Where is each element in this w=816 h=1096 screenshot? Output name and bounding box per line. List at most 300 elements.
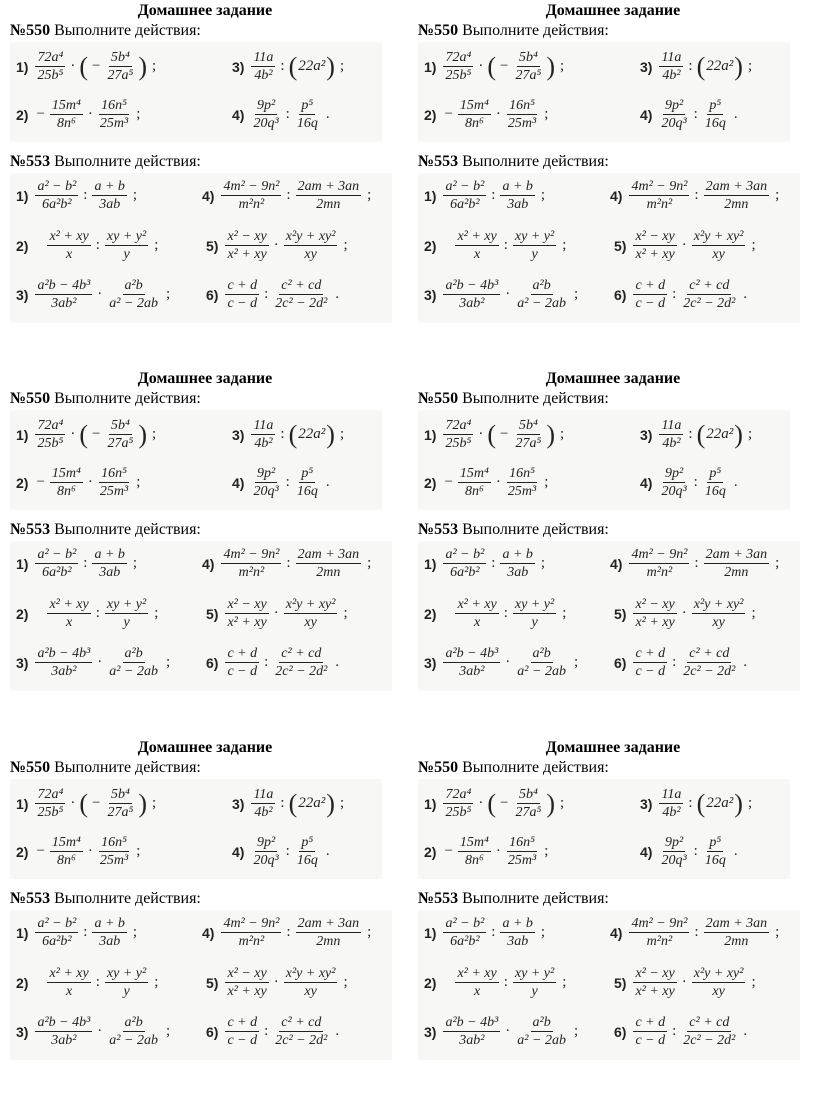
operator: : — [672, 286, 677, 302]
task-553-number: №553 — [418, 153, 459, 170]
fraction: $\frac{\text{x² − xy}}{\text{x² + xy}}$ — [227, 597, 267, 630]
fraction: $\frac{c + d}{c - d}$ — [227, 1015, 258, 1048]
exercise-number: 3) — [640, 426, 653, 443]
task-553-text: Выполните действия: — [54, 890, 201, 907]
terminator: ; — [544, 843, 549, 859]
terminator: ; — [343, 974, 348, 990]
operator: · — [505, 286, 511, 302]
exercise-553-3 — [16, 278, 170, 311]
exercise-550-1: 1) $\frac{\text{72a⁴}}{\text{25b⁵}}$ · ( − $\frac{\text{5b⁴}}{\text{27a⁵}}$ ) ; — [16, 787, 157, 820]
terminator: . — [325, 474, 330, 490]
fraction: $\frac{\text{5b⁴}}{\text{27a⁵}}$ — [515, 50, 542, 83]
homework-title: Домашнее задание — [545, 2, 681, 19]
fraction: $\frac{\text{15m⁴}}{\text{8n⁶}}$ — [51, 835, 81, 868]
exercise-number: 3) — [16, 654, 29, 671]
operator: · — [97, 1023, 103, 1039]
fraction: $\frac{\text{9p²}}{\text{20q³}}$ — [661, 98, 687, 131]
homework-card-6 — [418, 739, 816, 1089]
exercise-number: 3) — [424, 1023, 437, 1040]
fraction: $\frac{c + d}{c - d}$ — [635, 646, 666, 679]
exercise-553-4 — [202, 547, 371, 580]
terminator: ; — [775, 924, 780, 940]
fraction: $\frac{c + d}{c - d}$ — [227, 646, 258, 679]
fraction: $\frac{\text{72a⁴}}{\text{25b⁵}}$ — [37, 418, 64, 451]
exercise-553-4 — [202, 179, 371, 212]
terminator: . — [733, 106, 738, 122]
terminator: ; — [544, 106, 549, 122]
exercise-number: 5) — [206, 605, 219, 622]
operator: · — [478, 426, 484, 442]
terminator: ; — [540, 187, 546, 203]
fraction: $\frac{\text{x²y + xy²}}{xy}$ — [285, 229, 336, 262]
operator: · — [681, 974, 687, 990]
terminator: ; — [560, 426, 565, 442]
minus-sign: − — [92, 795, 101, 811]
exercise-550-4 — [640, 835, 738, 868]
exercise-553-2 — [424, 229, 566, 262]
exercise-number: 1) — [424, 555, 437, 572]
terminator: ; — [152, 58, 157, 74]
operator: : — [693, 843, 698, 859]
exercise-number: 2) — [424, 237, 437, 254]
terminator: ; — [573, 654, 579, 670]
exercise-number: 6) — [614, 654, 627, 671]
minus-sign: − — [444, 843, 453, 859]
fraction: $\frac{\text{9p²}}{\text{20q³}}$ — [253, 835, 279, 868]
terminator: ; — [165, 654, 171, 670]
operator: : — [694, 924, 699, 940]
exercise-550-3: 3) $\frac{11a}{\text{4b²}}$ : ( 22a² ) ; — [232, 418, 345, 451]
operator: : — [694, 187, 699, 203]
fraction: $\frac{\text{a²b − 4b³}}{\text{3ab²}}$ — [37, 278, 91, 311]
operator: : — [285, 843, 290, 859]
operator: · — [273, 605, 279, 621]
task-550-exercises — [418, 779, 790, 879]
fraction: $\frac{a + b}{3ab}$ — [502, 547, 533, 580]
exercise-553-6 — [206, 646, 339, 679]
task-550-text: Выполните действия: — [54, 390, 201, 407]
fraction: $\frac{\text{x²y + xy²}}{xy}$ — [285, 597, 336, 630]
fraction: $\frac{\text{16n⁵}}{\text{25m³}}$ — [507, 98, 537, 131]
fraction: $\frac{\text{x² + xy}}{x}$ — [457, 966, 497, 999]
exercise-550-4 — [232, 466, 330, 499]
exercise-number: 2) — [16, 843, 29, 860]
fraction: $\frac{\text{x² + xy}}{x}$ — [457, 597, 497, 630]
terminator: ; — [367, 924, 372, 940]
fraction: $\frac{\text{15m⁴}}{\text{8n⁶}}$ — [459, 466, 489, 499]
exercise-number: 5) — [614, 974, 627, 991]
fraction: $\frac{\text{xy + y²}}{y}$ — [514, 597, 555, 630]
exercise-550-2 — [424, 466, 548, 499]
exercise-553-2 — [424, 966, 566, 999]
terminator: ; — [751, 605, 756, 621]
exercise-number: 4) — [232, 106, 245, 123]
task-550-text: Выполните действия: — [462, 390, 609, 407]
exercise-550-3: 3) $\frac{11a}{\text{4b²}}$ : ( 22a² ) ; — [640, 787, 753, 820]
fraction: $\frac{\text{a²b}}{\text{a² − 2ab}}$ — [517, 1015, 566, 1048]
expression: 22a² — [706, 426, 734, 442]
exercise-number: 2) — [16, 605, 29, 622]
homework-card-2 — [418, 2, 816, 352]
exercise-553-3 — [424, 646, 578, 679]
fraction: $\frac{\text{xy + y²}}{y}$ — [106, 597, 147, 630]
expression: 22a² — [298, 795, 326, 811]
task-553-text: Выполните действия: — [54, 153, 201, 170]
operator: · — [273, 974, 279, 990]
fraction: $\frac{\text{x² + xy}}{x}$ — [49, 597, 89, 630]
fraction: $\frac{\text{a²b − 4b³}}{\text{3ab²}}$ — [37, 1015, 91, 1048]
terminator: . — [325, 843, 330, 859]
exercise-number: 2) — [424, 474, 437, 491]
fraction: $\frac{\text{a²b}}{\text{a² − 2ab}}$ — [517, 278, 566, 311]
operator: · — [70, 58, 76, 74]
fraction: $\frac{2am + 3an}{2mn}$ — [705, 547, 768, 580]
operator: : — [503, 237, 508, 253]
fraction: $\frac{\text{15m⁴}}{\text{8n⁶}}$ — [51, 466, 81, 499]
terminator: ; — [775, 555, 780, 571]
fraction: $\frac{\text{a² − b²}}{\text{6a²b²}}$ — [37, 916, 77, 949]
exercise-553-2 — [16, 229, 158, 262]
exercise-553-6 — [206, 1015, 339, 1048]
exercise-number: 3) — [232, 58, 245, 75]
exercise-number: 4) — [232, 474, 245, 491]
exercise-number: 4) — [610, 924, 623, 941]
fraction: $\frac{11a}{\text{4b²}}$ — [253, 418, 274, 451]
terminator: ; — [154, 974, 159, 990]
exercise-553-1 — [424, 179, 545, 212]
minus-sign: − — [500, 795, 509, 811]
terminator: ; — [165, 1023, 171, 1039]
operator: : — [286, 924, 291, 940]
exercise-550-1: 1) $\frac{\text{72a⁴}}{\text{25b⁵}}$ · ( − $\frac{\text{5b⁴}}{\text{27a⁵}}$ ) ; — [16, 418, 157, 451]
exercise-number: 2) — [16, 974, 29, 991]
operator: · — [70, 426, 76, 442]
fraction: $\frac{\text{4m² − 9n²}}{\text{m²n²}}$ — [223, 916, 280, 949]
operator: · — [70, 795, 76, 811]
task-553-exercises — [418, 910, 800, 1060]
exercise-553-4 — [610, 547, 779, 580]
homework-card-4 — [418, 370, 816, 720]
task-550-exercises — [10, 410, 382, 510]
operator: : — [83, 924, 88, 940]
operator: : — [693, 106, 698, 122]
fraction: $\frac{\text{x² + xy}}{x}$ — [457, 229, 497, 262]
task-553-text: Выполните действия: — [54, 521, 201, 538]
fraction: $\frac{\text{5b⁴}}{\text{27a⁵}}$ — [515, 418, 542, 451]
task-553-header — [418, 521, 609, 539]
task-553-exercises — [10, 173, 392, 323]
fraction: $\frac{\text{p⁵}}{16q}$ — [296, 98, 318, 131]
fraction: $\frac{\text{p⁵}}{16q}$ — [704, 466, 726, 499]
exercise-550-3: 3) $\frac{11a}{\text{4b²}}$ : ( 22a² ) ; — [640, 50, 753, 83]
exercise-553-1 — [424, 547, 545, 580]
operator: : — [672, 1023, 677, 1039]
exercise-number: 6) — [614, 1023, 627, 1040]
terminator: ; — [540, 555, 546, 571]
fraction: $\frac{\text{p⁵}}{16q}$ — [704, 98, 726, 131]
operator: · — [87, 106, 93, 122]
exercise-553-6 — [614, 278, 747, 311]
exercise-550-4 — [232, 98, 330, 131]
fraction: $\frac{\text{a² − b²}}{\text{6a²b²}}$ — [445, 547, 485, 580]
terminator: . — [335, 286, 340, 302]
terminator: . — [733, 843, 738, 859]
exercise-553-5 — [614, 597, 756, 630]
exercise-number: 1) — [424, 795, 437, 812]
exercise-number: 4) — [202, 555, 215, 572]
operator: : — [286, 187, 291, 203]
exercise-550-1: 1) $\frac{\text{72a⁴}}{\text{25b⁵}}$ · ( − $\frac{\text{5b⁴}}{\text{27a⁵}}$ ) ; — [424, 787, 565, 820]
task-553-header — [10, 153, 201, 171]
terminator: ; — [562, 237, 567, 253]
fraction: $\frac{\text{72a⁴}}{\text{25b⁵}}$ — [445, 50, 472, 83]
terminator: . — [743, 654, 748, 670]
terminator: ; — [775, 187, 780, 203]
terminator: ; — [152, 426, 157, 442]
fraction: $\frac{c + d}{c - d}$ — [635, 278, 666, 311]
terminator: . — [733, 474, 738, 490]
exercise-553-1 — [16, 179, 137, 212]
exercise-number: 1) — [424, 58, 437, 75]
fraction: $\frac{\text{c² + cd}}{\text{2c² − 2d²}}$ — [683, 278, 736, 311]
fraction: $\frac{\text{15m⁴}}{\text{8n⁶}}$ — [459, 98, 489, 131]
exercise-number: 1) — [424, 187, 437, 204]
terminator: . — [335, 1023, 340, 1039]
exercise-number: 4) — [610, 187, 623, 204]
exercise-number: 6) — [206, 286, 219, 303]
terminator: ; — [751, 237, 756, 253]
terminator: ; — [573, 1023, 579, 1039]
task-550-exercises — [418, 42, 790, 142]
task-550-number: №550 — [418, 759, 459, 776]
fraction: $\frac{\text{a² − b²}}{\text{6a²b²}}$ — [37, 179, 77, 212]
fraction: $\frac{a + b}{3ab}$ — [94, 916, 125, 949]
exercise-number: 2) — [16, 106, 29, 123]
fraction: $\frac{\text{c² + cd}}{\text{2c² − 2d²}}$ — [683, 1015, 736, 1048]
fraction: $\frac{\text{4m² − 9n²}}{\text{m²n²}}$ — [223, 179, 280, 212]
exercise-number: 6) — [614, 286, 627, 303]
expression: 22a² — [706, 795, 734, 811]
task-553-header — [10, 890, 201, 908]
operator: : — [672, 654, 677, 670]
minus-sign: − — [500, 426, 509, 442]
task-553-exercises — [418, 173, 800, 323]
fraction: $\frac{\text{x²y + xy²}}{xy}$ — [285, 966, 336, 999]
exercise-number: 5) — [614, 237, 627, 254]
terminator: ; — [747, 58, 753, 74]
task-550-header — [10, 390, 201, 408]
operator: : — [491, 555, 496, 571]
operator: · — [97, 654, 103, 670]
task-553-exercises — [10, 910, 392, 1060]
terminator: ; — [343, 237, 348, 253]
operator: : — [95, 237, 100, 253]
minus-sign: − — [36, 106, 45, 122]
operator: : — [503, 605, 508, 621]
terminator: ; — [136, 843, 141, 859]
exercise-number: 1) — [16, 426, 29, 443]
task-553-number: №553 — [418, 521, 459, 538]
terminator: ; — [154, 605, 159, 621]
exercise-550-4 — [640, 98, 738, 131]
fraction: $\frac{\text{x²y + xy²}}{xy}$ — [693, 597, 744, 630]
exercise-number: 5) — [206, 974, 219, 991]
operator: : — [688, 58, 693, 74]
operator: · — [97, 286, 103, 302]
exercise-553-2 — [16, 597, 158, 630]
fraction: $\frac{\text{4m² − 9n²}}{\text{m²n²}}$ — [223, 547, 280, 580]
fraction: $\frac{\text{9p²}}{\text{20q³}}$ — [661, 466, 687, 499]
fraction: $\frac{\text{a²b}}{\text{a² − 2ab}}$ — [109, 278, 158, 311]
terminator: ; — [562, 605, 567, 621]
operator: : — [694, 555, 699, 571]
exercise-number: 4) — [202, 924, 215, 941]
minus-sign: − — [444, 106, 453, 122]
fraction: $\frac{2am + 3an}{2mn}$ — [705, 179, 768, 212]
terminator: ; — [165, 286, 171, 302]
fraction: $\frac{\text{c² + cd}}{\text{2c² − 2d²}}$ — [275, 278, 328, 311]
homework-title: Домашнее задание — [137, 739, 273, 756]
operator: · — [478, 795, 484, 811]
fraction: $\frac{a + b}{3ab}$ — [94, 179, 125, 212]
fraction: $\frac{\text{p⁵}}{16q}$ — [296, 835, 318, 868]
fraction: $\frac{\text{15m⁴}}{\text{8n⁶}}$ — [459, 835, 489, 868]
terminator: ; — [132, 187, 138, 203]
expression: 22a² — [298, 426, 326, 442]
operator: · — [495, 843, 501, 859]
exercise-number: 4) — [202, 187, 215, 204]
task-553-exercises — [10, 541, 392, 691]
fraction: $\frac{\text{x² − xy}}{\text{x² + xy}}$ — [635, 966, 675, 999]
terminator: . — [335, 654, 340, 670]
terminator: ; — [560, 795, 565, 811]
exercise-number: 6) — [206, 1023, 219, 1040]
operator: : — [285, 474, 290, 490]
expression: 22a² — [706, 58, 734, 74]
task-550-number: №550 — [418, 390, 459, 407]
task-553-exercises — [418, 541, 800, 691]
fraction: $\frac{\text{a² − b²}}{\text{6a²b²}}$ — [37, 547, 77, 580]
exercise-553-6 — [614, 1015, 747, 1048]
terminator: ; — [339, 426, 345, 442]
exercise-550-2 — [424, 835, 548, 868]
terminator: ; — [136, 474, 141, 490]
fraction: $\frac{\text{72a⁴}}{\text{25b⁵}}$ — [37, 787, 64, 820]
exercise-number: 1) — [16, 58, 29, 75]
fraction: $\frac{\text{x² − xy}}{\text{x² + xy}}$ — [635, 229, 675, 262]
exercise-553-6 — [206, 278, 339, 311]
fraction: $\frac{c + d}{c - d}$ — [635, 1015, 666, 1048]
terminator: ; — [136, 106, 141, 122]
terminator: . — [743, 286, 748, 302]
operator: : — [264, 654, 269, 670]
exercise-550-1: 1) $\frac{\text{72a⁴}}{\text{25b⁵}}$ · ( − $\frac{\text{5b⁴}}{\text{27a⁵}}$ ) ; — [16, 50, 157, 83]
operator: : — [95, 974, 100, 990]
task-550-header — [418, 390, 609, 408]
task-553-number: №553 — [10, 521, 51, 538]
operator: : — [280, 426, 285, 442]
operator: : — [688, 795, 693, 811]
fraction: $\frac{\text{c² + cd}}{\text{2c² − 2d²}}$ — [683, 646, 736, 679]
minus-sign: − — [36, 843, 45, 859]
fraction: $\frac{c + d}{c - d}$ — [227, 278, 258, 311]
fraction: $\frac{\text{a²b − 4b³}}{\text{3ab²}}$ — [445, 646, 499, 679]
exercise-number: 1) — [424, 426, 437, 443]
task-550-number: №550 — [10, 390, 51, 407]
operator: : — [95, 605, 100, 621]
fraction: $\frac{11a}{\text{4b²}}$ — [661, 418, 682, 451]
exercise-number: 2) — [16, 474, 29, 491]
fraction: $\frac{\text{a²b − 4b³}}{\text{3ab²}}$ — [445, 278, 499, 311]
fraction: $\frac{\text{16n⁵}}{\text{25m³}}$ — [99, 835, 129, 868]
exercise-number: 3) — [16, 1023, 29, 1040]
terminator: ; — [132, 555, 138, 571]
operator: : — [491, 187, 496, 203]
exercise-number: 3) — [232, 426, 245, 443]
task-550-number: №550 — [10, 759, 51, 776]
terminator: ; — [152, 795, 157, 811]
exercise-550-2 — [16, 466, 140, 499]
fraction: $\frac{\text{x²y + xy²}}{xy}$ — [693, 229, 744, 262]
exercise-553-5 — [614, 229, 756, 262]
task-550-exercises — [10, 779, 382, 879]
fraction: $\frac{\text{72a⁴}}{\text{25b⁵}}$ — [445, 418, 472, 451]
exercise-number: 5) — [614, 605, 627, 622]
operator: : — [688, 426, 693, 442]
exercise-number: 4) — [640, 843, 653, 860]
exercise-553-1 — [16, 916, 137, 949]
fraction: $\frac{\text{72a⁴}}{\text{25b⁵}}$ — [445, 787, 472, 820]
fraction: $\frac{2am + 3an}{2mn}$ — [297, 916, 360, 949]
exercise-number: 1) — [16, 795, 29, 812]
terminator: . — [743, 1023, 748, 1039]
homework-title: Домашнее задание — [545, 739, 681, 756]
operator: : — [491, 924, 496, 940]
operator: · — [478, 58, 484, 74]
exercise-553-4 — [610, 179, 779, 212]
fraction: $\frac{\text{p⁵}}{16q}$ — [296, 466, 318, 499]
exercise-550-2 — [424, 98, 548, 131]
exercise-553-4 — [202, 916, 371, 949]
exercise-number: 2) — [424, 974, 437, 991]
homework-title: Домашнее задание — [137, 2, 273, 19]
fraction: $\frac{\text{xy + y²}}{y}$ — [106, 229, 147, 262]
exercise-number: 1) — [16, 187, 29, 204]
homework-title: Домашнее задание — [137, 370, 273, 387]
fraction: $\frac{\text{5b⁴}}{\text{27a⁵}}$ — [107, 50, 134, 83]
terminator: ; — [560, 58, 565, 74]
exercise-553-3 — [424, 1015, 578, 1048]
task-550-number: №550 — [418, 22, 459, 39]
terminator: ; — [343, 605, 348, 621]
task-550-exercises — [10, 42, 382, 142]
operator: · — [505, 1023, 511, 1039]
fraction: $\frac{\text{c² + cd}}{\text{2c² − 2d²}}$ — [275, 1015, 328, 1048]
fraction: $\frac{\text{c² + cd}}{\text{2c² − 2d²}}$ — [275, 646, 328, 679]
fraction: $\frac{\text{5b⁴}}{\text{27a⁵}}$ — [107, 787, 134, 820]
exercise-550-3: 3) $\frac{11a}{\text{4b²}}$ : ( 22a² ) ; — [232, 50, 345, 83]
fraction: $\frac{\text{16n⁵}}{\text{25m³}}$ — [507, 466, 537, 499]
operator: · — [681, 605, 687, 621]
task-550-text: Выполните действия: — [462, 759, 609, 776]
task-550-text: Выполните действия: — [54, 22, 201, 39]
fraction: $\frac{\text{x²y + xy²}}{xy}$ — [693, 966, 744, 999]
terminator: ; — [562, 974, 567, 990]
exercise-number: 3) — [424, 286, 437, 303]
fraction: $\frac{\text{16n⁵}}{\text{25m³}}$ — [99, 466, 129, 499]
task-553-header — [418, 153, 609, 171]
operator: : — [503, 974, 508, 990]
